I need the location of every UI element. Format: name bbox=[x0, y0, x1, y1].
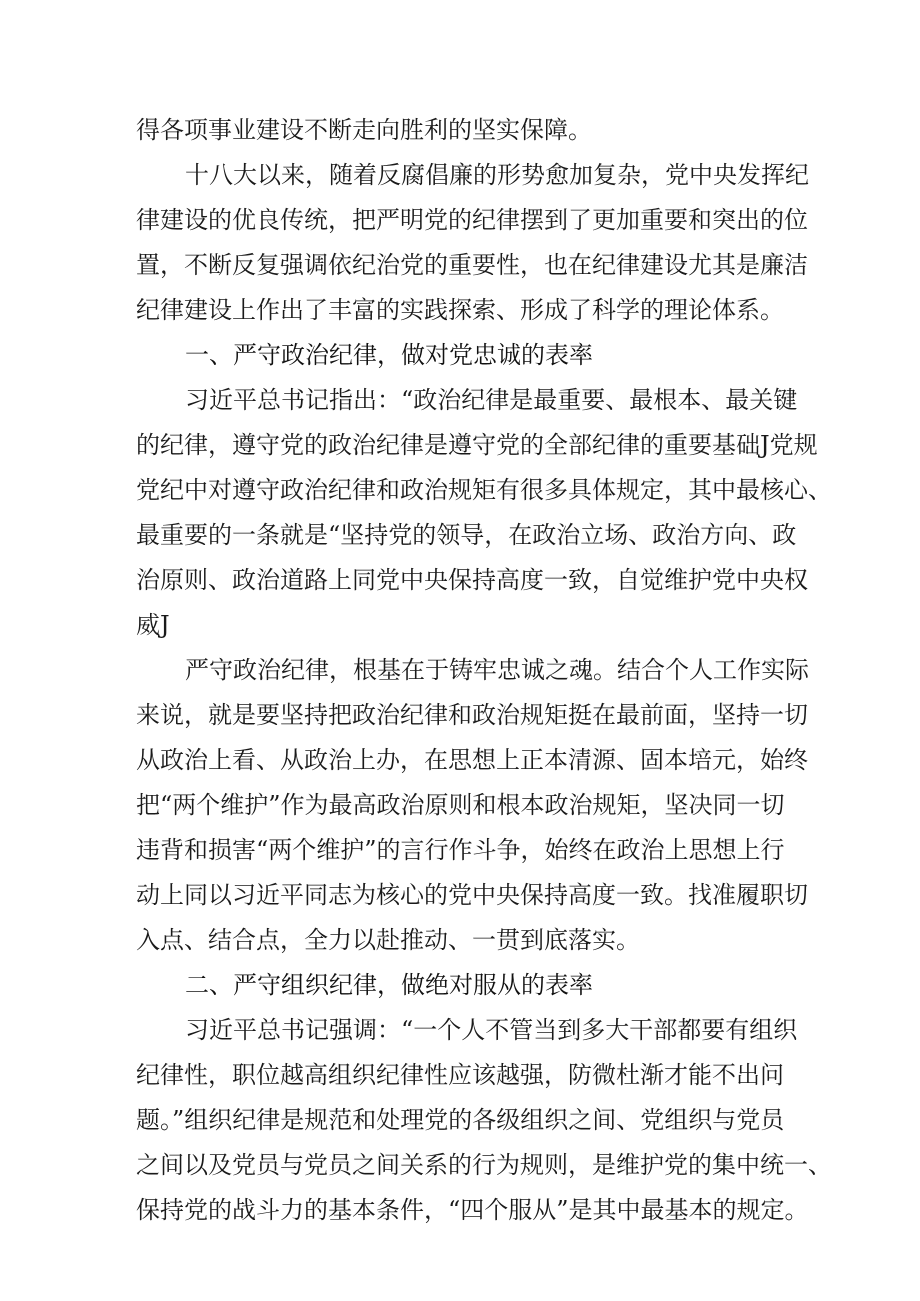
text-line: 严守政治纪律，根基在于铸牢忠诚之魂。结合个人工作实际 bbox=[185, 656, 809, 684]
paragraph-line bbox=[0, 828, 920, 872]
paragraph-line bbox=[0, 918, 920, 962]
text-line: 得各项事业建设不断走向胜利的坚实保障。 bbox=[136, 116, 592, 144]
text-line: 习近平总书记指出：“政治纪律是最重要、最根本、最关键 bbox=[185, 386, 798, 414]
text-line: 从政治上看、从政治上办，在思想上正本清源、固本培元，始终 bbox=[136, 746, 808, 774]
text-line: 违背和损害“两个维护”的言行作斗争，始终在政治上思想上行 bbox=[136, 836, 785, 864]
text-line: 保持党的战斗力的基本条件，“四个服从”是其中最基本的规定。 bbox=[136, 1196, 809, 1224]
paragraph-line bbox=[0, 288, 920, 332]
text-line: 的纪律，遵守党的政治纪律是遵守党的全部纪律的重要基础J党规 bbox=[136, 431, 818, 459]
text-line: 纪律性，职位越高组织纪律性应该越强，防微杜渐才能不出问 bbox=[136, 1061, 784, 1089]
paragraph-line bbox=[0, 1008, 920, 1052]
paragraph-line bbox=[0, 108, 920, 152]
section-heading-text: 二、严守组织纪律，做绝对服从的表率 bbox=[185, 971, 593, 999]
paragraph-line bbox=[0, 1053, 920, 1097]
text-line: 最重要的一条就是“坚持党的领导，在政治立场、政治方向、政 bbox=[136, 521, 797, 549]
paragraph-line bbox=[0, 738, 920, 782]
paragraph-line bbox=[0, 1098, 920, 1142]
paragraph-line bbox=[0, 1188, 920, 1232]
section-heading bbox=[0, 333, 920, 377]
text-line: 党纪中对遵守政治纪律和政治规矩有很多具体规定，其中最核心、 bbox=[136, 476, 832, 504]
text-line: 把“两个维护”作为最高政治原则和根本政治规矩，坚决同一切 bbox=[136, 791, 785, 819]
text-line: 置，不断反复强调依纪治党的重要性，也在纪律建设尤其是廉洁 bbox=[136, 251, 808, 279]
paragraph-line bbox=[0, 153, 920, 197]
paragraph-line bbox=[0, 603, 920, 647]
text-line: 律建设的优良传统，把严明党的纪律摆到了更加重要和突出的位 bbox=[136, 206, 808, 234]
paragraph-line bbox=[0, 378, 920, 422]
paragraph-line bbox=[0, 423, 920, 467]
section-heading bbox=[0, 963, 920, 1007]
text-line: 治原则、政治道路上同党中央保持高度一致，自觉维护党中央权 bbox=[136, 566, 808, 594]
paragraph-line bbox=[0, 513, 920, 557]
text-line: 十八大以来，随着反腐倡廉的形势愈加复杂，党中央发挥纪 bbox=[185, 161, 809, 189]
paragraph-line bbox=[0, 693, 920, 737]
paragraph-line bbox=[0, 648, 920, 692]
text-line: 习近平总书记强调：“一个人不管当到多大干部都要有组织 bbox=[185, 1016, 798, 1044]
text-line: 威J bbox=[136, 611, 170, 639]
paragraph-line bbox=[0, 873, 920, 917]
text-line: 入点、结合点，全力以赴推动、一贯到底落实。 bbox=[136, 926, 640, 954]
section-heading-text: 一、严守政治纪律，做对党忠诚的表率 bbox=[185, 341, 593, 369]
text-line: 动上同以习近平同志为核心的党中央保持高度一致。找准履职切 bbox=[136, 881, 808, 909]
paragraph-line bbox=[0, 243, 920, 287]
paragraph-line bbox=[0, 198, 920, 242]
text-line: 之间以及党员与党员之间关系的行为规则，是维护党的集中统一、 bbox=[136, 1151, 832, 1179]
paragraph-line bbox=[0, 1143, 920, 1187]
text-line: 题。”组织纪律是规范和处理党的各级组织之间、党组织与党员 bbox=[136, 1106, 785, 1134]
text-line: 来说，就是要坚持把政治纪律和政治规矩挺在最前面，坚持一切 bbox=[136, 701, 808, 729]
text-line: 纪律建设上作出了丰富的实践探索、形成了科学的理论体系。 bbox=[136, 296, 784, 324]
paragraph-line bbox=[0, 468, 920, 512]
paragraph-line bbox=[0, 558, 920, 602]
paragraph-line bbox=[0, 783, 920, 827]
